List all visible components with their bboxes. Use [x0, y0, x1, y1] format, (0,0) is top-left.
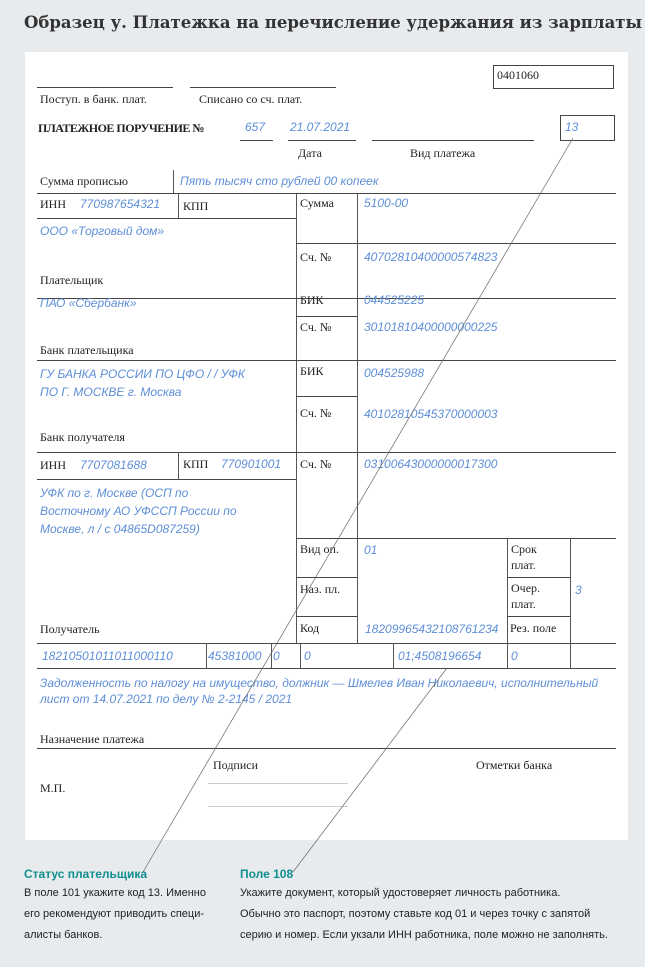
recipient-name-line3: Москве, л / с 04865D087259): [40, 522, 200, 536]
payer-account: 40702810400000574823: [364, 250, 498, 264]
code-label: Код: [300, 621, 320, 635]
callout-line-field108: [293, 668, 447, 872]
account-label: Сч. №: [300, 457, 332, 471]
sum-label: Сумма: [300, 196, 334, 210]
field-109: 0: [511, 649, 518, 663]
received-label: Поступ. в банк. плат.: [40, 92, 147, 106]
op-type: 01: [364, 543, 378, 557]
term-label-1: Срок: [511, 542, 537, 556]
purpose-label: Назначение платежа: [40, 732, 145, 746]
order-number: 657: [245, 120, 266, 134]
payer-label: Плательщик: [40, 273, 104, 287]
page-title: Образец у. Платежка на перечисление удержания из зарплаты: [24, 13, 643, 32]
note-title-field108: Поле 108: [240, 867, 294, 881]
payer-inn: 770987654321: [80, 197, 161, 211]
payer-name: ООО «Торговый дом»: [40, 224, 165, 238]
amount-words: Пять тысяч сто рублей 00 копеек: [180, 174, 379, 188]
field-106: 0: [273, 649, 280, 663]
recipient-bank-account: 40102810545370000003: [364, 407, 498, 421]
recipient-label: Получатель: [40, 622, 100, 636]
note-title-status: Статус плательщика: [24, 867, 148, 881]
account-label: Сч. №: [300, 406, 332, 420]
debited-label: Списано со сч. плат.: [199, 92, 303, 106]
recipient-name-line2: Восточному АО УФССП России по: [40, 504, 237, 518]
recipient-bank-line2: ПО Г. МОСКВЕ г. Москва: [40, 385, 182, 399]
recipient-name-line1: УФК по г. Москве (ОСП по: [40, 486, 189, 500]
recipient-inn: 7707081688: [80, 458, 147, 472]
account-label: Сч. №: [300, 320, 332, 334]
payer-status: 13: [565, 120, 579, 134]
amount-words-label: Сумма прописью: [40, 174, 129, 188]
purpose-line1: Задолженность по налогу на имущество, должник — Шмелев Иван Николаевич, исполнительный: [40, 676, 599, 690]
priority-value: 3: [575, 583, 582, 597]
priority-label-1: Очер.: [511, 581, 541, 595]
bik-label: БИК: [300, 364, 324, 378]
recipient-bik: 004525988: [364, 366, 425, 380]
recipient-bank-label: Банк получателя: [40, 430, 125, 444]
order-title: ПЛАТЕЖНОЕ ПОРУЧЕНИЕ №: [38, 121, 204, 135]
field-107: 0: [304, 649, 311, 663]
term-label-2: плат.: [511, 558, 536, 572]
signatures-label: Подписи: [213, 758, 259, 772]
bank-marks-label: Отметки банка: [476, 758, 553, 772]
order-date: 21.07.2021: [290, 120, 351, 134]
account-label: Сч. №: [300, 250, 332, 264]
priority-label-2: плат.: [511, 597, 536, 611]
recipient-account: 03100643000000017300: [364, 457, 498, 471]
purpose-line2: лист от 14.07.2021 по делу № 2-2145 / 2021: [40, 692, 293, 706]
sum-value: 5100-00: [364, 196, 409, 210]
kbk: 18210501011011000110: [42, 649, 173, 663]
reserve-label: Рез. поле: [510, 621, 557, 635]
bik-label: БИК: [300, 293, 324, 307]
oktmo: 45381000: [208, 649, 262, 663]
payment-type-label: Вид платежа: [410, 146, 476, 160]
op-type-label: Вид оп.: [300, 542, 339, 556]
purpose-code-label: Наз. пл.: [300, 582, 341, 596]
note-text-field108: Укажите документ, который удостоверяет личность работника. Обычно это паспорт, поэтому ставьте код 01 и через точку с запятой серию и номер. Если укзали ИНН работника, поле можно не заполнять.: [240, 887, 608, 941]
kpp-label: КПП: [183, 199, 209, 213]
form-code: 0401060: [497, 68, 539, 82]
recipient-bank-line1: ГУ БАНКА РОССИИ ПО ЦФО / / УФК: [40, 367, 245, 381]
code-value: 18209965432108761234: [365, 622, 499, 636]
payer-bank: ПАО «Сбербанк»: [40, 296, 137, 310]
callout-line-status: [143, 138, 573, 872]
inn-label: ИНН: [40, 458, 66, 472]
field-108: 01;4508196654: [398, 649, 482, 663]
payer-bank-label: Банк плательщика: [40, 343, 134, 357]
date-label: Дата: [298, 146, 322, 160]
recipient-kpp: 770901001: [221, 457, 282, 471]
inn-label: ИНН: [40, 197, 66, 211]
payer-bank-account: 30101810400000000225: [364, 320, 498, 334]
note-text-status: В поле 101 укажите код 13. Именно его рекомендуют приводить специ- алисты банков.: [24, 887, 206, 941]
kpp-label: КПП: [183, 457, 209, 471]
payer-bik: 044525225: [364, 293, 425, 307]
stamp-label: М.П.: [40, 781, 66, 795]
